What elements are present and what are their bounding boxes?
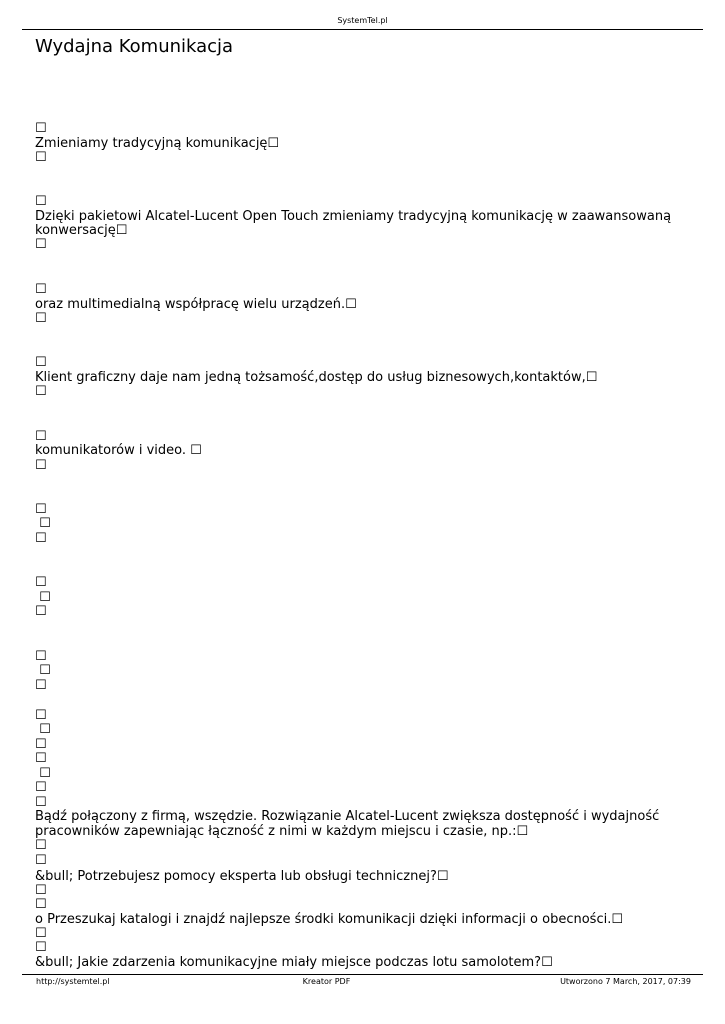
- text-line: ☐: [35, 531, 47, 546]
- text-line: ☐: [35, 311, 47, 326]
- text-line: Zmieniamy tradycyjną komunikację☐: [35, 136, 280, 151]
- text-line: ☐: [35, 751, 47, 766]
- text-line: ☐: [35, 237, 47, 252]
- text-line: ☐: [35, 663, 51, 678]
- text-line: ☐: [35, 429, 47, 444]
- text-line: ☐: [35, 853, 47, 868]
- footer-creator: Kreator PDF: [302, 977, 351, 986]
- text-line: Dzięki pakietowi Alcatel-Lucent Open Touch zmieniamy tradycyjną komunikację w zaawansowaną: [35, 209, 672, 224]
- text-line: oraz multimedialną współpracę wielu urządzeń.☐: [35, 297, 357, 312]
- text-line: Klient graficzny daje nam jedną tożsamość,dostęp do usług biznesowych,kontaktów,☐: [35, 370, 598, 385]
- text-line: ☐: [35, 590, 51, 605]
- text-line: &bull; Jakie zdarzenia komunikacyjne miały miejsce podczas lotu samolotem?☐: [35, 955, 553, 970]
- text-line: ☐: [35, 926, 47, 941]
- text-line: ☐: [35, 737, 47, 752]
- text-line: ☐: [35, 150, 47, 165]
- text-line: ☐: [35, 838, 47, 853]
- text-line: ☐: [35, 678, 47, 693]
- footer-created-date: Utworzono 7 March, 2017, 07:39: [560, 977, 691, 986]
- text-line: ☐: [35, 121, 47, 136]
- text-line: ☐: [35, 940, 47, 955]
- text-line: ☐: [35, 883, 47, 898]
- text-line: ☐: [35, 502, 47, 517]
- site-name: SystemTel.pl: [337, 16, 388, 25]
- text-line: ☐: [35, 282, 47, 297]
- text-line: ☐: [35, 575, 47, 590]
- text-line: pracowników zapewniając łączność z nimi w każdym miejscu i czasie, np.:☐: [35, 824, 529, 839]
- text-line: ☐: [35, 384, 47, 399]
- text-line: ☐: [35, 795, 47, 810]
- text-line: ☐: [35, 766, 51, 781]
- text-line: &bull; Potrzebujesz pomocy eksperta lub obsługi technicznej?☐: [35, 869, 449, 884]
- header-rule: [22, 29, 703, 30]
- page-title: Wydajna Komunikacja: [35, 36, 234, 57]
- footer-rule: [22, 974, 703, 975]
- text-line: konwersację☐: [35, 223, 128, 238]
- text-line: ☐: [35, 649, 47, 664]
- text-line: ☐: [35, 516, 51, 531]
- text-line: ☐: [35, 897, 47, 912]
- text-line: o Przeszukaj katalogi i znajdź najlepsze środki komunikacji dzięki informacji o obecności.☐: [35, 912, 623, 927]
- text-line: ☐: [35, 458, 47, 473]
- text-line: ☐: [35, 604, 47, 619]
- text-line: ☐: [35, 708, 47, 723]
- text-line: komunikatorów i video. ☐: [35, 443, 202, 458]
- text-line: ☐: [35, 355, 47, 370]
- text-line: Bądź połączony z firmą, wszędzie. Rozwiązanie Alcatel-Lucent zwiększa dostępność i wydajność: [35, 809, 660, 824]
- text-line: ☐: [35, 722, 51, 737]
- text-line: ☐: [35, 194, 47, 209]
- text-line: ☐: [35, 780, 47, 795]
- footer-url-link[interactable]: http://systemtel.pl: [36, 977, 110, 986]
